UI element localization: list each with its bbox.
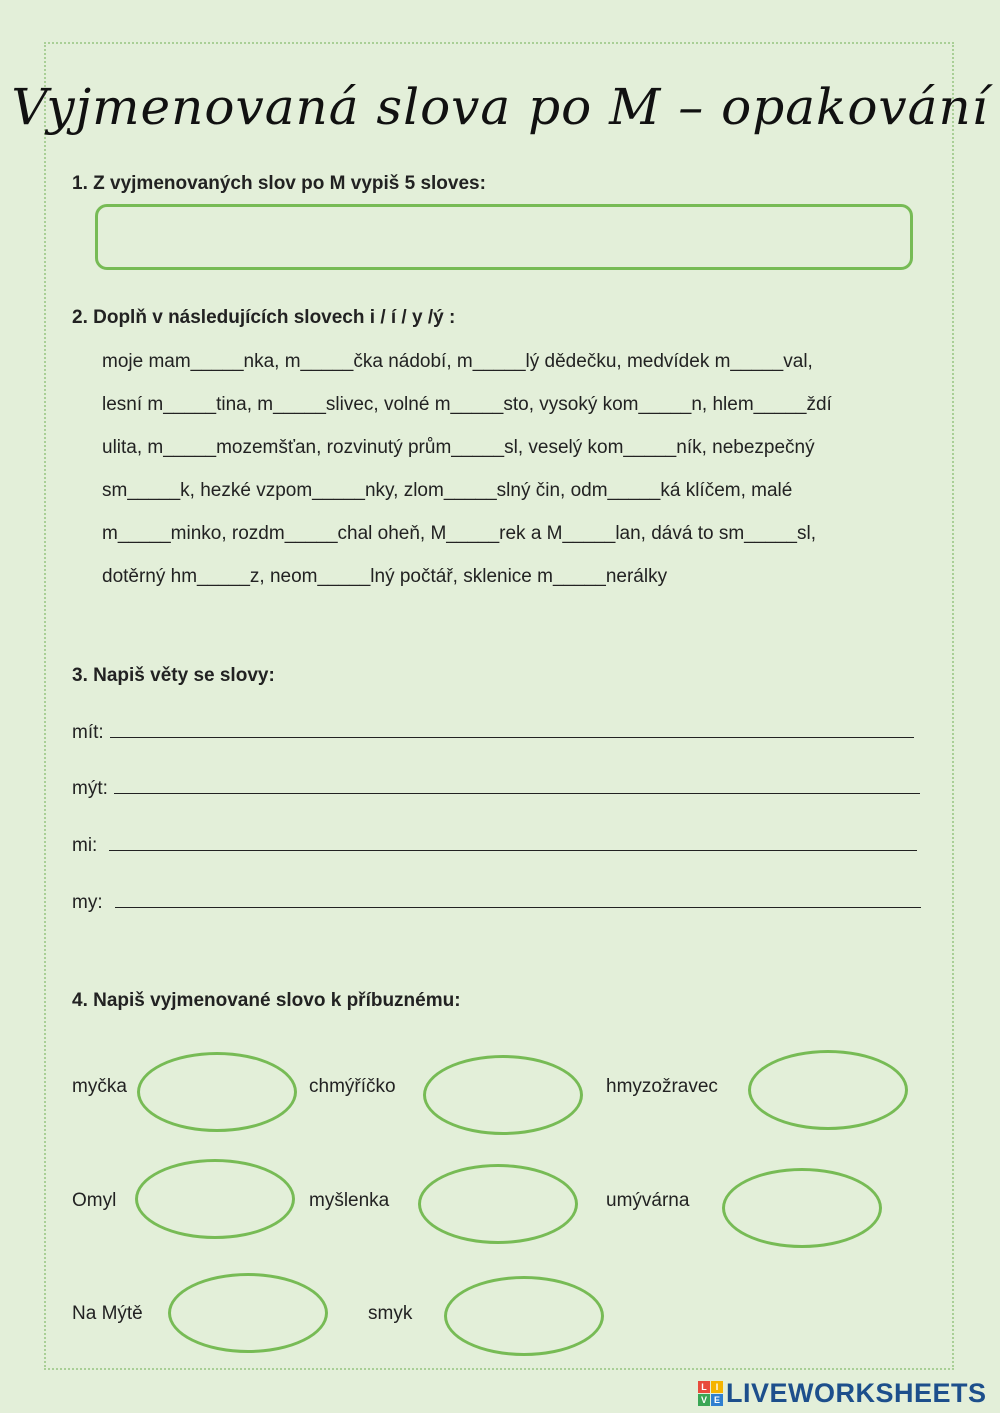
fill-in-line: m_____minko, rozdm_____chal oheň, M_____rek a M_____lan, dává to sm_____sl,: [102, 523, 817, 544]
related-word-label: Na Mýtě: [72, 1303, 143, 1324]
related-word-label: myčka: [72, 1076, 127, 1097]
related-word-label: myšlenka: [309, 1190, 390, 1211]
answer-oval[interactable]: [137, 1052, 297, 1132]
answer-oval[interactable]: [423, 1055, 583, 1135]
fill-in-line: moje mam_____nka, m_____čka nádobí, m_____lý dědečku, medvídek m_____val,: [102, 351, 813, 372]
sentence-answer-line[interactable]: [114, 779, 920, 794]
logo-tile: V: [698, 1394, 710, 1406]
logo-tile: L: [698, 1381, 710, 1393]
sentence-label: mýt:: [72, 778, 108, 799]
related-word-label: smyk: [368, 1303, 413, 1324]
answer-oval[interactable]: [444, 1276, 604, 1356]
related-word-label: chmýříčko: [309, 1076, 396, 1097]
question-1-heading: 1. Z vyjmenovaných slov po M vypiš 5 sloves:: [72, 173, 486, 194]
answer-oval[interactable]: [748, 1050, 908, 1130]
answer-oval[interactable]: [168, 1273, 328, 1353]
related-word-label: hmyzožravec: [606, 1076, 718, 1097]
sentence-label: mít:: [72, 722, 104, 743]
logo-text: LIVEWORKSHEETS: [726, 1377, 987, 1408]
sentence-row-myt: [72, 778, 920, 800]
sentence-answer-line[interactable]: [110, 723, 914, 738]
answer-oval[interactable]: [418, 1164, 578, 1244]
fill-in-line: ulita, m_____mozemšťan, rozvinutý prům_____sl, veselý kom_____ník, nebezpečný: [102, 437, 815, 458]
logo-tile: I: [711, 1381, 723, 1393]
sentence-answer-line[interactable]: [115, 893, 921, 908]
liveworksheets-logo[interactable]: [698, 1378, 987, 1408]
sentence-label: mi:: [72, 835, 98, 856]
question-4-heading: 4. Napiš vyjmenované slovo k příbuznému:: [72, 990, 461, 1011]
answer-oval[interactable]: [722, 1168, 882, 1248]
question-2-heading: 2. Doplň v následujících slovech i / í / y /ý :: [72, 307, 456, 328]
logo-tile: E: [711, 1394, 723, 1406]
question-3-heading: 3. Napiš věty se slovy:: [72, 665, 275, 686]
sentence-row-mit: [72, 722, 914, 744]
sentence-row-mi: [72, 835, 917, 857]
fill-in-line: dotěrný hm_____z, neom_____lný počtář, sklenice m_____nerálky: [102, 566, 668, 587]
sentence-answer-line[interactable]: [109, 836, 917, 851]
logo-tiles-icon: [698, 1381, 723, 1406]
sentence-row-my: [72, 892, 921, 914]
page-title: Vyjmenovaná slova po M – opakování: [11, 78, 989, 136]
answer-oval[interactable]: [135, 1159, 295, 1239]
question-1-answer-box[interactable]: [95, 204, 913, 270]
related-word-label: Omyl: [72, 1190, 117, 1211]
fill-in-line: lesní m_____tina, m_____slivec, volné m_____sto, vysoký kom_____n, hlem_____ždí: [102, 394, 832, 415]
related-word-label: umývárna: [606, 1190, 690, 1211]
sentence-label: my:: [72, 892, 103, 913]
fill-in-line: sm_____k, hezké vzpom_____nky, zlom_____slný čin, odm_____ká klíčem, malé: [102, 480, 793, 501]
